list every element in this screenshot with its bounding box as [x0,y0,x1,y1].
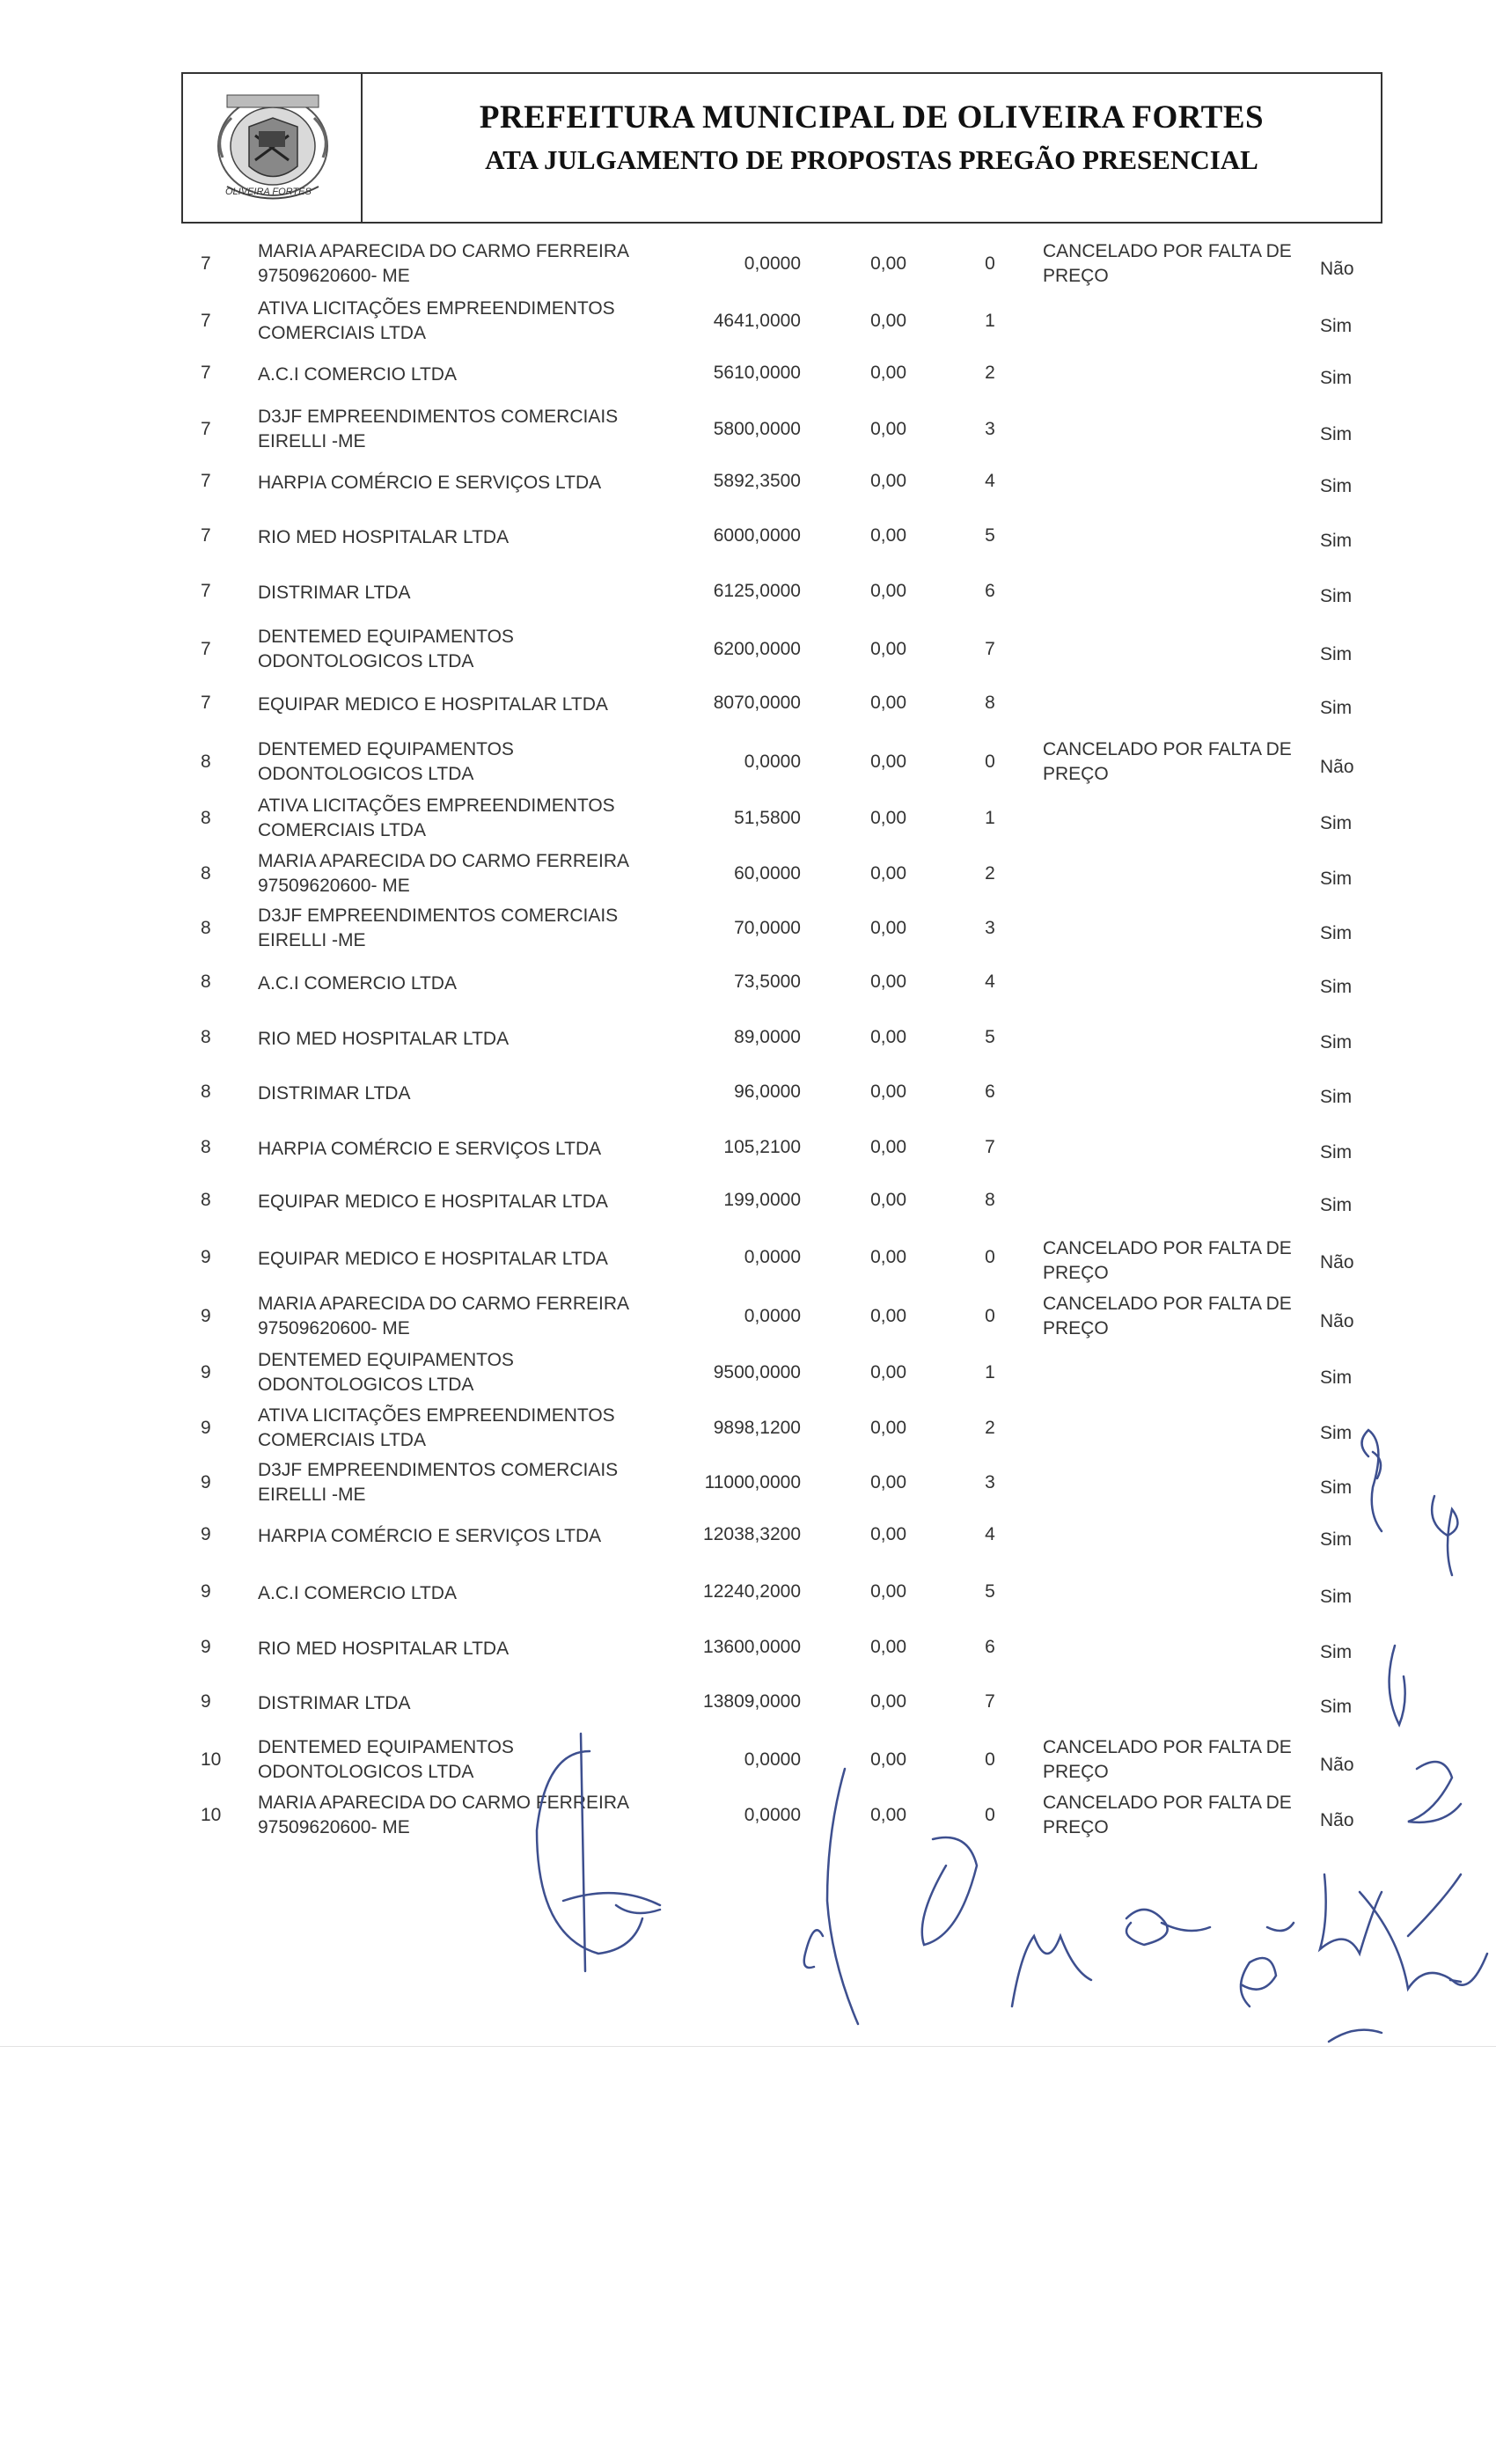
discount-value: 0,00 [870,863,906,884]
rank-position: 2 [985,363,995,383]
status-flag: Sim [1320,1587,1353,1607]
company-name: D3JF EMPREENDIMENTOS COMERCIAIS EIRELLI -ME [258,1460,619,1505]
status-flag: Sim [1320,1529,1353,1550]
rank-position: 0 [985,1805,995,1825]
rank-position: 8 [985,693,995,713]
status-flag: Não [1320,1311,1354,1331]
status-flag: Sim [1320,316,1353,336]
proposal-value: 0,0000 [744,1805,801,1825]
discount-value: 0,00 [870,1691,906,1712]
discount-value: 0,00 [870,972,906,992]
rank-position: 2 [985,863,995,884]
rank-position: 0 [985,1306,995,1326]
status-flag: Sim [1320,1142,1353,1162]
rank-position: 0 [985,1749,995,1770]
discount-value: 0,00 [870,1472,906,1492]
discount-value: 0,00 [870,918,906,938]
item-number: 9 [201,1418,211,1438]
status-flag: Sim [1320,368,1353,388]
municipal-seal [183,74,363,222]
company-name: ATIVA LICITAÇÕES EMPREENDIMENTOS COMERCIAIS LTDA [258,796,615,840]
rank-position: 3 [985,1472,995,1492]
proposal-value: 8070,0000 [713,693,801,713]
rank-position: 0 [985,1247,995,1267]
discount-value: 0,00 [870,639,906,659]
proposal-value: 96,0000 [734,1082,801,1102]
item-number: 8 [201,972,211,992]
rank-position: 4 [985,1524,995,1544]
item-number: 10 [201,1805,222,1825]
discount-value: 0,00 [870,1306,906,1326]
proposal-value: 0,0000 [744,253,801,274]
rank-position: 3 [985,918,995,938]
proposal-value: 12240,2000 [703,1581,801,1602]
company-name: RIO MED HOSPITALAR LTDA [258,1029,510,1049]
status-flag: Não [1320,259,1354,279]
item-number: 8 [201,863,211,884]
company-name: HARPIA COMÉRCIO E SERVIÇOS LTDA [258,1139,602,1159]
discount-value: 0,00 [870,1027,906,1047]
discount-value: 0,00 [870,471,906,491]
status-flag: Sim [1320,1423,1353,1443]
item-number: 7 [201,311,211,331]
observation: CANCELADO POR FALTA DE PREÇO [1043,739,1292,784]
proposal-value: 9898,1200 [713,1418,801,1438]
rank-position: 2 [985,1418,995,1438]
rank-position: 5 [985,525,995,546]
company-name: DISTRIMAR LTDA [258,583,411,603]
proposal-value: 0,0000 [744,1749,801,1770]
observation: CANCELADO POR FALTA DE PREÇO [1043,1238,1292,1283]
discount-value: 0,00 [870,693,906,713]
status-flag: Sim [1320,923,1353,943]
company-name: A.C.I COMERCIO LTDA [258,1583,457,1603]
company-name: RIO MED HOSPITALAR LTDA [258,527,510,547]
company-name: RIO MED HOSPITALAR LTDA [258,1639,510,1659]
company-name: MARIA APARECIDA DO CARMO FERREIRA 97509620600- ME [258,1294,628,1338]
proposal-value: 5610,0000 [713,363,801,383]
discount-value: 0,00 [870,525,906,546]
discount-value: 0,00 [870,1247,906,1267]
status-flag: Sim [1320,531,1353,551]
status-flag: Sim [1320,586,1353,606]
status-flag: Não [1320,1755,1354,1775]
proposal-value: 12038,3200 [703,1524,801,1544]
proposal-value: 199,0000 [723,1190,801,1210]
company-name: DENTEMED EQUIPAMENTOS ODONTOLOGICOS LTDA [258,1737,514,1782]
rank-position: 0 [985,253,995,274]
status-flag: Não [1320,1810,1354,1830]
observation: CANCELADO POR FALTA DE PREÇO [1043,241,1292,286]
discount-value: 0,00 [870,311,906,331]
discount-value: 0,00 [870,1190,906,1210]
company-name: MARIA APARECIDA DO CARMO FERREIRA 97509620600- ME [258,1793,628,1837]
company-name: EQUIPAR MEDICO E HOSPITALAR LTDA [258,1192,608,1212]
item-number: 7 [201,253,211,274]
item-number: 8 [201,1137,211,1157]
item-number: 8 [201,1190,211,1210]
status-flag: Não [1320,1252,1354,1272]
status-flag: Sim [1320,1478,1353,1498]
rank-position: 4 [985,471,995,491]
page-title: PREFEITURA MUNICIPAL DE OLIVEIRA FORTES [479,99,1265,136]
item-number: 7 [201,693,211,713]
item-number: 9 [201,1637,211,1657]
status-flag: Sim [1320,644,1353,664]
discount-value: 0,00 [870,808,906,828]
discount-value: 0,00 [870,581,906,601]
discount-value: 0,00 [870,752,906,772]
company-name: EQUIPAR MEDICO E HOSPITALAR LTDA [258,1249,608,1269]
rank-position: 1 [985,311,995,331]
page-divider [0,2046,1496,2047]
item-number: 7 [201,525,211,546]
company-name: DISTRIMAR LTDA [258,1083,411,1104]
rank-position: 5 [985,1027,995,1047]
company-name: MARIA APARECIDA DO CARMO FERREIRA 97509620600- ME [258,241,628,286]
discount-value: 0,00 [870,1805,906,1825]
proposal-value: 5800,0000 [713,419,801,439]
status-flag: Sim [1320,1642,1353,1662]
seal-caption: OLIVEIRA FORTES [225,187,312,197]
item-number: 9 [201,1472,211,1492]
status-flag: Sim [1320,1087,1353,1107]
company-name: A.C.I COMERCIO LTDA [258,973,457,994]
status-flag: Sim [1320,977,1353,997]
status-flag: Sim [1320,869,1353,889]
observation: CANCELADO POR FALTA DE PREÇO [1043,1737,1292,1782]
item-number: 7 [201,419,211,439]
rank-position: 7 [985,639,995,659]
rank-position: 1 [985,1362,995,1382]
company-name: DENTEMED EQUIPAMENTOS ODONTOLOGICOS LTDA [258,1350,514,1395]
proposal-value: 70,0000 [734,918,801,938]
item-number: 7 [201,639,211,659]
discount-value: 0,00 [870,1637,906,1657]
proposal-value: 89,0000 [734,1027,801,1047]
status-flag: Sim [1320,1368,1353,1388]
discount-value: 0,00 [870,1137,906,1157]
discount-value: 0,00 [870,363,906,383]
item-number: 9 [201,1306,211,1326]
proposal-value: 60,0000 [734,863,801,884]
item-number: 9 [201,1362,211,1382]
proposal-value: 0,0000 [744,752,801,772]
company-name: ATIVA LICITAÇÕES EMPREENDIMENTOS COMERCIAIS LTDA [258,1405,615,1450]
item-number: 9 [201,1247,211,1267]
discount-value: 0,00 [870,1362,906,1382]
status-flag: Sim [1320,698,1353,718]
proposal-value: 4641,0000 [713,311,801,331]
document-header [181,72,1382,224]
item-number: 8 [201,1027,211,1047]
item-number: 8 [201,1082,211,1102]
proposal-value: 13809,0000 [703,1691,801,1712]
proposal-value: 6125,0000 [713,581,801,601]
status-flag: Sim [1320,813,1353,833]
rank-position: 5 [985,1581,995,1602]
company-name: DISTRIMAR LTDA [258,1693,411,1713]
rank-position: 7 [985,1137,995,1157]
proposal-value: 73,5000 [734,972,801,992]
discount-value: 0,00 [870,419,906,439]
company-name: D3JF EMPREENDIMENTOS COMERCIAIS EIRELLI -ME [258,407,619,451]
company-name: HARPIA COMÉRCIO E SERVIÇOS LTDA [258,1526,602,1546]
rank-position: 3 [985,419,995,439]
item-number: 9 [201,1524,211,1544]
status-flag: Sim [1320,424,1353,444]
status-flag: Sim [1320,476,1353,496]
item-number: 8 [201,808,211,828]
page-subtitle: ATA JULGAMENTO DE PROPOSTAS PREGÃO PRESENCIAL [485,144,1258,175]
discount-value: 0,00 [870,1749,906,1770]
company-name: MARIA APARECIDA DO CARMO FERREIRA 97509620600- ME [258,851,628,896]
discount-value: 0,00 [870,253,906,274]
discount-value: 0,00 [870,1418,906,1438]
proposal-value: 105,2100 [723,1137,801,1157]
item-number: 7 [201,363,211,383]
status-flag: Não [1320,757,1354,777]
item-number: 9 [201,1691,211,1712]
item-number: 8 [201,752,211,772]
rank-position: 8 [985,1190,995,1210]
proposal-value: 9500,0000 [713,1362,801,1382]
proposal-value: 0,0000 [744,1247,801,1267]
rank-position: 1 [985,808,995,828]
rank-position: 0 [985,752,995,772]
rank-position: 6 [985,1637,995,1657]
proposal-value: 5892,3500 [713,471,801,491]
proposal-value: 11000,0000 [704,1472,801,1492]
company-name: A.C.I COMERCIO LTDA [258,364,457,385]
status-flag: Sim [1320,1032,1353,1052]
rank-position: 4 [985,972,995,992]
discount-value: 0,00 [870,1082,906,1102]
proposal-value: 51,5800 [734,808,801,828]
item-number: 8 [201,918,211,938]
item-number: 9 [201,1581,211,1602]
discount-value: 0,00 [870,1581,906,1602]
proposal-value: 6000,0000 [713,525,801,546]
observation: CANCELADO POR FALTA DE PREÇO [1043,1294,1292,1338]
proposal-value: 6200,0000 [713,639,801,659]
company-name: ATIVA LICITAÇÕES EMPREENDIMENTOS COMERCIAIS LTDA [258,298,615,343]
rank-position: 7 [985,1691,995,1712]
company-name: EQUIPAR MEDICO E HOSPITALAR LTDA [258,694,608,715]
proposal-value: 13600,0000 [703,1637,801,1657]
proposal-value: 0,0000 [744,1306,801,1326]
company-name: DENTEMED EQUIPAMENTOS ODONTOLOGICOS LTDA [258,739,514,784]
company-name: HARPIA COMÉRCIO E SERVIÇOS LTDA [258,473,602,493]
discount-value: 0,00 [870,1524,906,1544]
observation: CANCELADO POR FALTA DE PREÇO [1043,1793,1292,1837]
status-flag: Sim [1320,1697,1353,1717]
rank-position: 6 [985,581,995,601]
item-number: 7 [201,581,211,601]
status-flag: Sim [1320,1195,1353,1215]
item-number: 10 [201,1749,222,1770]
company-name: DENTEMED EQUIPAMENTOS ODONTOLOGICOS LTDA [258,627,514,671]
item-number: 7 [201,471,211,491]
company-name: D3JF EMPREENDIMENTOS COMERCIAIS EIRELLI -ME [258,906,619,950]
rank-position: 6 [985,1082,995,1102]
